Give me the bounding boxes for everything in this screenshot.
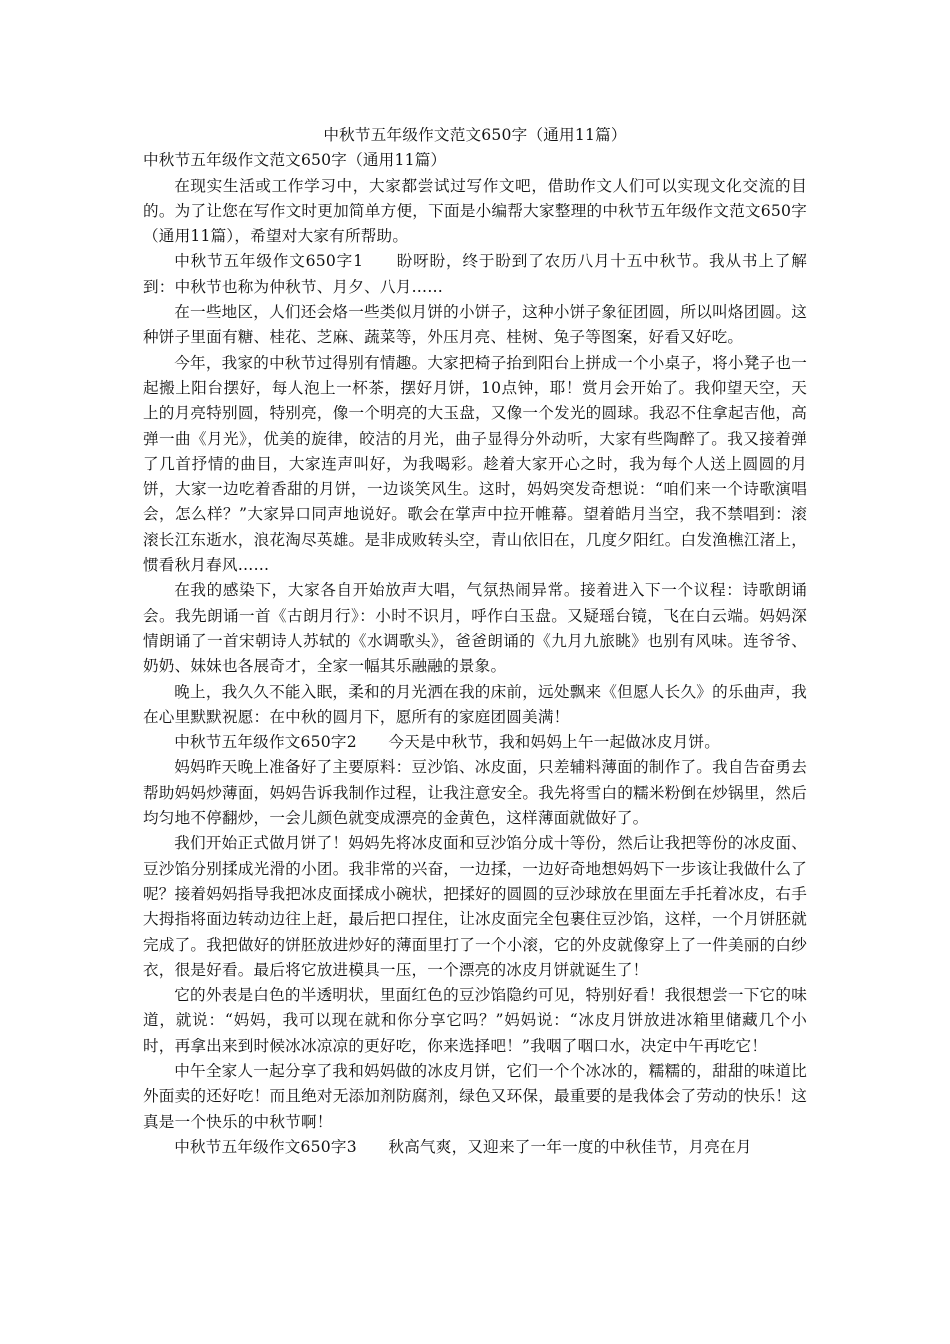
essay-1-paragraph: 晚上，我久久不能入眠，柔和的月光洒在我的床前，远处飘来《但愿人长久》的乐曲声，我在心里默默祝愿：在中秋的圆月下，愿所有的家庭团圆美满！ (143, 682, 807, 726)
essay-2-heading-paragraph: 中秋节五年级作文650字2 今天是中秋节，我和妈妈上午一起做冰皮月饼。 (174, 733, 721, 752)
essay-2-paragraph: 它的外表是白色的半透明状，里面红色的豆沙馅隐约可见，特别好看！我很想尝一下它的味道，就说：“妈妈，我可以现在就和你分享它吗？”妈妈说：“冰皮月饼放进冰箱里储藏几个小时，再拿出来到时候冰冰凉凉的更好吃，你来选择吧！”我咽了咽口水，决定中午再吃它！ (143, 986, 807, 1055)
essay-1-paragraph: 今年，我家的中秋节过得别有情趣。大家把椅子抬到阳台上拼成一个小桌子，将小凳子也一起搬上阳台摆好，每人泡上一杯茶，摆好月饼，10点钟，耶！赏月会开始了。我仰望天空，天上的月亮特别圆，特别亮，像一个明亮的大玉盘，又像一个发光的圆球。我忍不住拿起吉他，高弹一曲《月光》，优美的旋律，皎洁的月光，曲子显得分外动听，大家有些陶醉了。我又接着弹了几首抒情的曲目，大家连声叫好，为我喝彩。趁着大家开心之时，我为每个人送上圆圆的月饼，大家一边吃着香甜的月饼，一边谈笑风生。这时，妈妈突发奇想说：“咱们来一个诗歌演唱会，怎么样？”大家异口同声地说好。歌会在掌声中拉开帷幕。望着皓月当空，我不禁唱到：滚滚长江东逝水，浪花淘尽英雄。是非成败转头空，青山依旧在，几度夕阳红。白发渔樵江渚上，惯看秋月春风…… (143, 353, 807, 575)
document-title: 中秋节五年级作文范文650字（通用11篇） (323, 126, 627, 144)
essay-3-heading-paragraph: 中秋节五年级作文650字3 秋高气爽，又迎来了一年一度的中秋佳节，月亮在月 (174, 1137, 752, 1156)
intro-paragraph: 在现实生活或工作学习中，大家都尝试过写作文吧，借助作文人们可以实现文化交流的目的。为了让您在写作文时更加简单方便，下面是小编帮大家整理的中秋节五年级作文范文650字（通用11篇），希望对大家有所帮助。 (143, 176, 807, 246)
document-body (143, 123, 807, 1160)
essay-1-paragraph: 在一些地区，人们还会烙一些类似月饼的小饼子，这种小饼子象征团圆，所以叫烙团圆。这种饼子里面有糖、桂花、芝麻、蔬菜等，外压月亮、桂树、兔子等图案，好看又好吃。 (143, 303, 807, 347)
essay-2-paragraph: 妈妈昨天晚上准备好了主要原料：豆沙馅、冰皮面，只差辅料薄面的制作了。我自告奋勇去帮助妈妈炒薄面，妈妈告诉我制作过程，让我注意安全。我先将雪白的糯米粉倒在炒锅里，然后均匀地不停翻炒，一会儿颜色就变成漂亮的金黄色，这样薄面就做好了。 (143, 758, 807, 828)
essay-2-paragraph: 我们开始正式做月饼了！妈妈先将冰皮面和豆沙馅分成十等份，然后让我把等份的冰皮面、豆沙馅分别揉成光滑的小团。我非常的兴奋，一边揉，一边好奇地想妈妈下一步该让我做什么了呢？接着妈妈指导我把冰皮面揉成小碗状，把揉好的圆圆的豆沙球放在里面左手托着冰皮，右手大拇指将面边转动边往上赶，最后把口捏住，让冰皮面完全包裹住豆沙馅，这样，一个月饼胚就完成了。我把做好的饼胚放进炒好的薄面里打了一个小滚，它的外皮就像穿上了一件美丽的白纱衣，很是好看。最后将它放进模具一压，一个漂亮的冰皮月饼就诞生了！ (143, 834, 807, 979)
document-subtitle: 中秋节五年级作文范文650字（通用11篇） (143, 151, 447, 170)
essay-2-paragraph: 中午全家人一起分享了我和妈妈做的冰皮月饼，它们一个个冰冰的，糯糯的，甜甜的味道比外面卖的还好吃！而且绝对无添加剂防腐剂，绿色又环保，最重要的是我体会了劳动的快乐！这真是一个快乐的中秋节啊！ (143, 1061, 807, 1131)
essay-1-paragraph: 在我的感染下，大家各自开始放声大唱，气氛热闹异常。接着进入下一个议程：诗歌朗诵会。我先朗诵一首《古朗月行》：小时不识月，呼作白玉盘。又疑瑶台镜，飞在白云端。妈妈深情朗诵了一首宋朝诗人苏轼的《水调歌头》，爸爸朗诵的《九月九旅眺》也别有风味。连爷爷、奶奶、妹妹也各展奇才，全家一幅其乐融融的景象。 (143, 581, 807, 676)
essay-1-heading-paragraph: 中秋节五年级作文650字1 盼呀盼，终于盼到了农历八月十五中秋节。我从书上了解到：中秋节也称为仲秋节、月夕、八月…… (143, 252, 807, 296)
